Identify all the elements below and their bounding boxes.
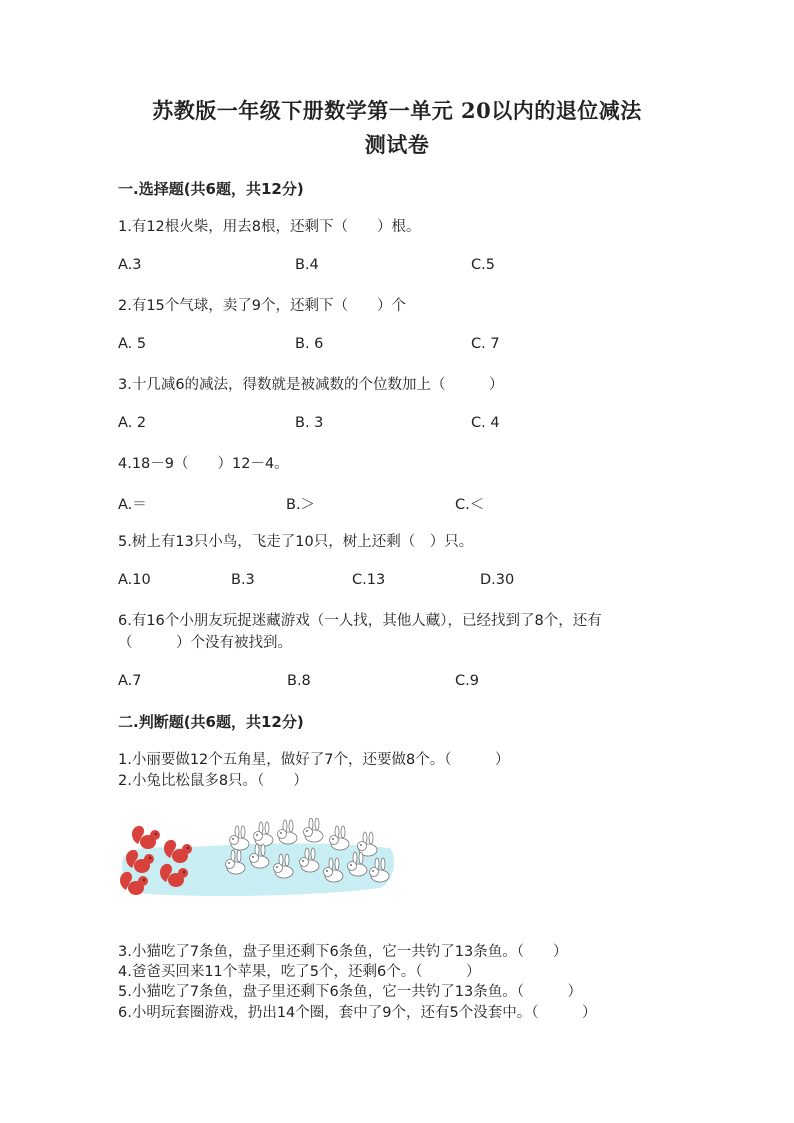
rabbit-icon: [304, 818, 324, 842]
q6-option-b: B.8: [287, 673, 311, 689]
judge-question-4: 4.爸爸买回来11个苹果，吃了5个，还剩6个。（ ）: [118, 964, 481, 980]
section-heading-judge: 二.判断题(共6题，共12分): [118, 713, 304, 731]
page-title: [0, 94, 794, 162]
squirrels-rabbits-illustration: [118, 818, 398, 900]
question-3: 3.十几减6的减法，得数就是被减数的个位数加上（ ）: [118, 377, 504, 393]
q2-option-c: C. 7: [471, 336, 500, 352]
squirrel-icon: [132, 826, 160, 849]
rabbit-icon: [330, 826, 350, 850]
q5-option-c: C.13: [352, 572, 386, 588]
title-line-2: 测试卷: [364, 132, 430, 157]
judge-question-5: 5.小猫吃了7条鱼，盘子里还剩下6条鱼，它一共钓了13条鱼。（ ）: [118, 984, 582, 1000]
q6-option-a: A.7: [118, 673, 142, 689]
question-1: 1.有12根火柴，用去8根，还剩下（ ）根。: [118, 219, 421, 235]
q5-option-d: D.30: [480, 572, 515, 588]
q3-option-a: A. 2: [118, 415, 147, 431]
section-heading-choice: 一.选择题(共6题，共12分): [118, 180, 304, 198]
judge-question-2: 2.小兔比松鼠多8只。（ ）: [118, 773, 308, 789]
q1-option-a: A.3: [118, 257, 142, 273]
q4-option-b: B.＞: [286, 497, 316, 513]
q3-option-b: B. 3: [295, 415, 324, 431]
title-line-1: 苏教版一年级下册数学第一单元 20以内的退位减法: [152, 98, 642, 123]
q1-option-b: B.4: [295, 257, 319, 273]
q5-option-a: A.10: [118, 572, 151, 588]
rabbit-icon: [254, 822, 274, 846]
rabbit-icon: [230, 826, 250, 850]
question-2: 2.有15个气球，卖了9个，还剩下（ ）个: [118, 298, 407, 314]
question-4: 4.18－9（ ）12－4。: [118, 456, 289, 472]
rabbit-icon: [278, 820, 298, 844]
q4-option-c: C.＜: [455, 497, 485, 513]
q1-option-c: C.5: [471, 257, 495, 273]
judge-question-6: 6.小明玩套圈游戏，扔出14个圈，套中了9个，还有5个没套中。（ ）: [118, 1005, 597, 1021]
q3-option-c: C. 4: [471, 415, 500, 431]
question-5: 5.树上有13只小鸟，飞走了10只，树上还剩（ ）只。: [118, 534, 474, 550]
q4-option-a: A.＝: [118, 497, 147, 513]
q5-option-b: B.3: [231, 572, 255, 588]
judge-question-3: 3.小猫吃了7条鱼，盘子里还剩下6条鱼，它一共钓了13条鱼。（ ）: [118, 944, 568, 960]
q2-option-b: B. 6: [295, 336, 324, 352]
question-6-line-1: 6.有16个小朋友玩捉迷藏游戏（一人找，其他人藏），已经找到了8个，还有: [118, 613, 602, 629]
judge-question-1: 1.小丽要做12个五角星，做好了7个，还要做8个。（ ）: [118, 752, 510, 768]
q2-option-a: A. 5: [118, 336, 147, 352]
question-6-line-2: （ ）个没有被找到。: [118, 635, 292, 651]
q6-option-c: C.9: [455, 673, 479, 689]
